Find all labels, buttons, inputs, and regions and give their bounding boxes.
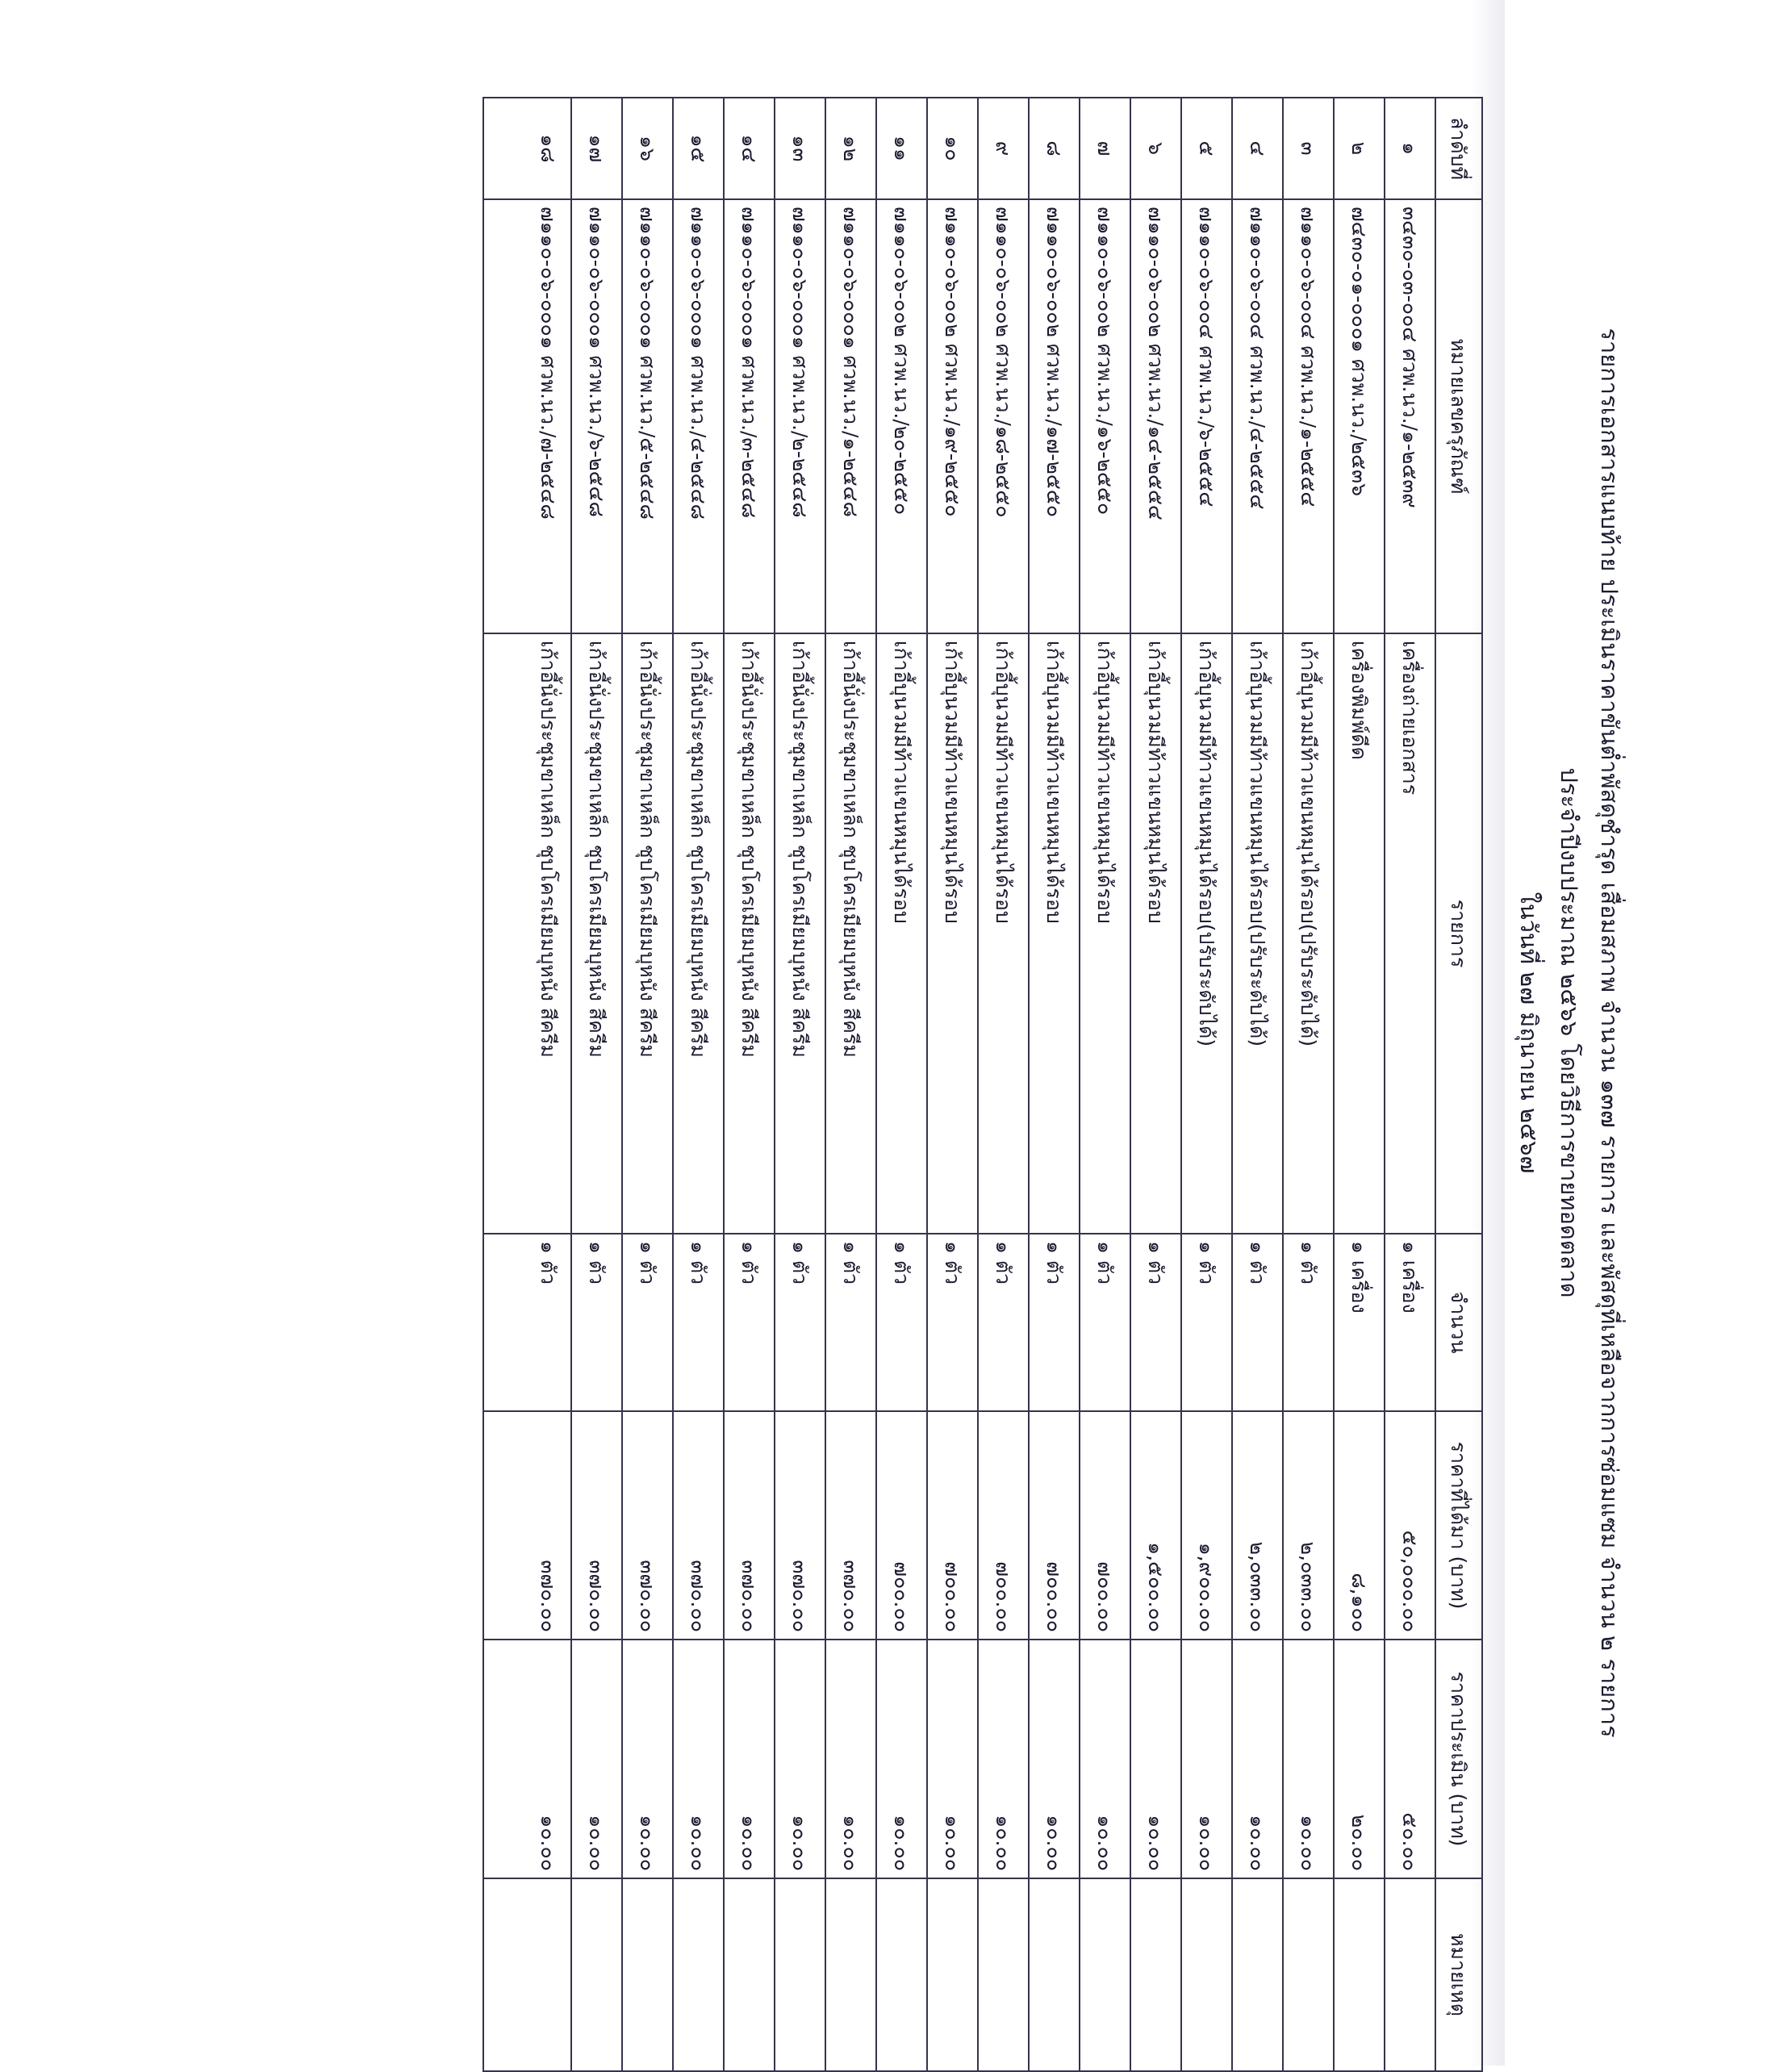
cell-eval: ๑๐.๐๐ xyxy=(622,1640,673,1878)
cell-eval: ๑๐.๐๐ xyxy=(673,1640,724,1878)
cell-price: ๓๗๐.๐๐ xyxy=(571,1411,622,1640)
cell-note xyxy=(1334,1878,1385,2071)
cell-asset-no: ๗๑๑๐-๐๖-๐๐๐๑ ศวพ.นว./๔-๒๕๔๘ xyxy=(673,199,724,633)
table-row xyxy=(622,98,673,2071)
cell-asset-no: ๗๑๑๐-๐๖-๐๐๒ ศวพ.นว./๑๙-๒๕๕๐ xyxy=(927,199,978,633)
cell-eval: ๕๐.๐๐ xyxy=(1385,1640,1435,1878)
cell-asset-no: ๗๑๑๐-๐๖-๐๐๐๑ ศวพ.นว./๒-๒๕๔๘ xyxy=(775,199,825,633)
table-row xyxy=(1283,98,1334,2071)
cell-qty: ๑ ตัว xyxy=(1029,1234,1080,1411)
cell-seq: ๓ xyxy=(1283,98,1334,199)
cell-eval: ๑๐.๐๐ xyxy=(876,1640,927,1878)
cell-qty: ๑ เครื่อง xyxy=(1385,1234,1435,1411)
cell-note xyxy=(876,1878,927,2071)
cell-qty: ๑ ตัว xyxy=(571,1234,622,1411)
col-header-eval: ราคาประเมิน (บาท) xyxy=(1435,1640,1482,1878)
asset-table xyxy=(482,97,1483,2072)
cell-item: เก้าอี้บุนวมมีท้าวแขนหมุนได้รอบ xyxy=(927,633,978,1234)
col-header-asset-no: หมายเลขครุภัณฑ์ xyxy=(1435,199,1482,633)
cell-seq: ๔ xyxy=(1232,98,1283,199)
cell-seq: ๑๖ xyxy=(622,98,673,199)
cell-item: เก้าอี้บุนวมมีท้าวแขนหมุนได้รอบ xyxy=(1029,633,1080,1234)
header-title: รายการเอกสารแนบท้าย ประเมินราคาขันต่ำพัสดุชำรุด เสื่อมสภาพ จำนวน ๑๓๗ รายการ และพัสดุที่เหลือจากการซ่อมแซม จำนวน ๒ รายการ xyxy=(1596,328,1623,1738)
cell-note xyxy=(978,1878,1029,2071)
cell-price: ๑,๕๐๐.๐๐ xyxy=(1130,1411,1181,1640)
cell-qty: ๑ ตัว xyxy=(1181,1234,1232,1411)
cell-qty: ๑ ตัว xyxy=(1080,1234,1130,1411)
cell-note xyxy=(622,1878,673,2071)
cell-eval: ๑๐.๐๐ xyxy=(927,1640,978,1878)
table-row xyxy=(1385,98,1435,2071)
cell-eval: ๑๐.๐๐ xyxy=(483,1640,571,1878)
cell-qty: ๑ ตัว xyxy=(978,1234,1029,1411)
cell-seq: ๑๒ xyxy=(825,98,876,199)
cell-item: เก้าอี้นั่งประชุมขาเหล็ก ชุบโครเมียมบุหนัง สีครีม xyxy=(825,633,876,1234)
cell-qty: ๑ ตัว xyxy=(1232,1234,1283,1411)
cell-asset-no: ๓๔๓๐-๐๓-๐๐๔ ศวพ.นว./๑-๒๕๓๙ xyxy=(1385,199,1435,633)
cell-note xyxy=(571,1878,622,2071)
cell-qty: ๑ ตัว xyxy=(483,1234,571,1411)
cell-seq: ๑๐ xyxy=(927,98,978,199)
table-row xyxy=(1080,98,1130,2071)
cell-eval: ๑๐.๐๐ xyxy=(1029,1640,1080,1878)
table-row xyxy=(825,98,876,2071)
cell-note xyxy=(1385,1878,1435,2071)
col-header-item: รายการ xyxy=(1435,633,1482,1234)
cell-seq: ๘ xyxy=(1029,98,1080,199)
header-date: ในวันที่ ๒๗ มิถุนายน ๒๕๖๗ xyxy=(1515,892,1543,1174)
cell-note xyxy=(927,1878,978,2071)
cell-asset-no: ๗๑๑๐-๐๖-๐๐๒ ศวพ.นว./๑๘-๒๕๕๐ xyxy=(978,199,1029,633)
cell-item: เก้าอี้นั่งประชุมขาเหล็ก ชุบโครเมียมบุหนัง สีครีม xyxy=(483,633,571,1234)
table-header xyxy=(1435,98,1482,2071)
cell-qty: ๑ ตัว xyxy=(775,1234,825,1411)
cell-qty: ๑ ตัว xyxy=(1130,1234,1181,1411)
cell-qty: ๑ ตัว xyxy=(876,1234,927,1411)
cell-item: เก้าอี้นั่งประชุมขาเหล็ก ชุบโครเมียมบุหนัง สีครีม xyxy=(622,633,673,1234)
cell-seq: ๑๘ xyxy=(483,98,571,199)
cell-seq: ๑๗ xyxy=(571,98,622,199)
cell-price: ๗๐๐.๐๐ xyxy=(927,1411,978,1640)
cell-seq: ๖ xyxy=(1130,98,1181,199)
cell-seq: ๑๑ xyxy=(876,98,927,199)
table-row xyxy=(876,98,927,2071)
cell-price: ๓๗๐.๐๐ xyxy=(622,1411,673,1640)
cell-eval: ๑๐.๐๐ xyxy=(978,1640,1029,1878)
cell-price: ๒,๐๓๓.๐๐ xyxy=(1283,1411,1334,1640)
table-row xyxy=(673,98,724,2071)
cell-item: เก้าอี้บุนวมมีท้าวแขนหมุนได้รอบ xyxy=(1080,633,1130,1234)
table-row xyxy=(1029,98,1080,2071)
cell-eval: ๑๐.๐๐ xyxy=(1181,1640,1232,1878)
cell-price: ๓๗๐.๐๐ xyxy=(724,1411,775,1640)
cell-asset-no: ๗๔๓๐-๐๑-๐๐๐๑ ศวพ.นว./๒๕๓๖ xyxy=(1334,199,1385,633)
cell-eval: ๑๐.๐๐ xyxy=(825,1640,876,1878)
cell-seq: ๑ xyxy=(1385,98,1435,199)
cell-eval: ๑๐.๐๐ xyxy=(1283,1640,1334,1878)
cell-asset-no: ๗๑๑๐-๐๖-๐๐๒ ศวพ.นว./๒๐-๒๕๕๐ xyxy=(876,199,927,633)
cell-price: ๕๐,๐๐๐.๐๐ xyxy=(1385,1411,1435,1640)
cell-item: เก้าอี้บุนวมมีท้าวแขนหมุนได้รอบ(ปรับระดับได้) xyxy=(1283,633,1334,1234)
cell-qty: ๑ ตัว xyxy=(1283,1234,1334,1411)
cell-item: เก้าอี้บุนวมมีท้าวแขนหมุนได้รอบ xyxy=(978,633,1029,1234)
cell-asset-no: ๗๑๑๐-๐๖-๐๐๒ ศวพ.นว./๑๗-๒๕๕๐ xyxy=(1029,199,1080,633)
cell-seq: ๒ xyxy=(1334,98,1385,199)
cell-asset-no: ๗๑๑๐-๐๖-๐๐๐๑ ศวพ.นว./๑-๒๕๔๘ xyxy=(825,199,876,633)
cell-note xyxy=(1232,1878,1283,2071)
col-header-note: หมายเหตุ xyxy=(1435,1878,1482,2071)
document-header xyxy=(1493,0,1767,2066)
cell-note xyxy=(775,1878,825,2071)
cell-price: ๓๗๐.๐๐ xyxy=(825,1411,876,1640)
cell-item: เก้าอี้บุนวมมีท้าวแขนหมุนได้รอบ xyxy=(876,633,927,1234)
cell-price: ๗๐๐.๐๐ xyxy=(1080,1411,1130,1640)
cell-seq: ๑๓ xyxy=(775,98,825,199)
cell-item: เก้าอี้บุนวมมีท้าวแขนหมุนได้รอบ xyxy=(1130,633,1181,1234)
cell-eval: ๑๐.๐๐ xyxy=(1080,1640,1130,1878)
cell-note xyxy=(1029,1878,1080,2071)
cell-asset-no: ๗๑๑๐-๐๖-๐๐๐๑ ศวพ.นว./๖-๒๕๔๘ xyxy=(571,199,622,633)
cell-qty: ๑ ตัว xyxy=(622,1234,673,1411)
cell-item: เก้าอี้นั่งประชุมขาเหล็ก ชุบโครเมียมบุหนัง สีครีม xyxy=(571,633,622,1234)
cell-asset-no: ๗๑๑๐-๐๖-๐๐๔ ศวพ.นว./๖-๒๕๕๔ xyxy=(1181,199,1232,633)
cell-eval: ๑๐.๐๐ xyxy=(1130,1640,1181,1878)
rotated-page xyxy=(262,0,1767,2066)
cell-qty: ๑ ตัว xyxy=(825,1234,876,1411)
cell-eval: ๑๐.๐๐ xyxy=(571,1640,622,1878)
cell-note xyxy=(1283,1878,1334,2071)
cell-seq: ๗ xyxy=(1080,98,1130,199)
cell-seq: ๑๔ xyxy=(724,98,775,199)
cell-item: เก้าอี้บุนวมมีท้าวแขนหมุนได้รอบ(ปรับระดับได้) xyxy=(1232,633,1283,1234)
table-row xyxy=(1334,98,1385,2071)
cell-asset-no: ๗๑๑๐-๐๖-๐๐๐๑ ศวพ.นว./๗-๒๕๔๘ xyxy=(483,199,571,633)
cell-item: เครื่องพิมพ์ดีด xyxy=(1334,633,1385,1234)
cell-price: ๗๐๐.๐๐ xyxy=(876,1411,927,1640)
cell-seq: ๙ xyxy=(978,98,1029,199)
cell-asset-no: ๗๑๑๐-๐๖-๐๐๒ ศวพ.นว./๑๔-๒๕๕๔ xyxy=(1130,199,1181,633)
table-row xyxy=(571,98,622,2071)
cell-note xyxy=(1080,1878,1130,2071)
table-row xyxy=(978,98,1029,2071)
cell-qty: ๑ เครื่อง xyxy=(1334,1234,1385,1411)
cell-eval: ๑๐.๐๐ xyxy=(1232,1640,1283,1878)
cell-price: ๗๐๐.๐๐ xyxy=(1029,1411,1080,1640)
header-fiscal-year: ประจำปีงบประมาณ ๒๕๖๖ โดยวิธีการขายทอดตลาด xyxy=(1556,767,1583,1298)
table-row xyxy=(724,98,775,2071)
cell-note xyxy=(724,1878,775,2071)
cell-seq: ๕ xyxy=(1181,98,1232,199)
cell-price: ๑,๙๐๐.๐๐ xyxy=(1181,1411,1232,1640)
table-body xyxy=(483,98,1435,2071)
cell-qty: ๑ ตัว xyxy=(724,1234,775,1411)
cell-item: เก้าอี้นั่งประชุมขาเหล็ก ชุบโครเมียมบุหนัง สีครีม xyxy=(673,633,724,1234)
cell-price: ๓๗๐.๐๐ xyxy=(483,1411,571,1640)
col-header-price: ราคาที่ได้มา (บาท) xyxy=(1435,1411,1482,1640)
cell-note xyxy=(673,1878,724,2071)
cell-item: เก้าอี้บุนวมมีท้าวแขนหมุนได้รอบ(ปรับระดับได้) xyxy=(1181,633,1232,1234)
cell-note xyxy=(1181,1878,1232,2071)
table-row xyxy=(483,98,571,2071)
cell-price: ๓๗๐.๐๐ xyxy=(775,1411,825,1640)
table-row xyxy=(927,98,978,2071)
cell-asset-no: ๗๑๑๐-๐๖-๐๐๔ ศวพ.นว./๔-๒๕๕๔ xyxy=(1232,199,1283,633)
cell-qty: ๑ ตัว xyxy=(927,1234,978,1411)
table-row xyxy=(1232,98,1283,2071)
cell-qty: ๑ ตัว xyxy=(673,1234,724,1411)
cell-eval: ๑๐.๐๐ xyxy=(724,1640,775,1878)
cell-item: เก้าอี้นั่งประชุมขาเหล็ก ชุบโครเมียมบุหนัง สีครีม xyxy=(775,633,825,1234)
table-row xyxy=(775,98,825,2071)
cell-seq: ๑๕ xyxy=(673,98,724,199)
cell-asset-no: ๗๑๑๐-๐๖-๐๐๔ ศวพ.นว./๑-๒๕๕๔ xyxy=(1283,199,1334,633)
header-row xyxy=(1435,98,1482,2071)
cell-eval: ๑๐.๐๐ xyxy=(775,1640,825,1878)
cell-item: เก้าอี้นั่งประชุมขาเหล็ก ชุบโครเมียมบุหนัง สีครีม xyxy=(724,633,775,1234)
cell-asset-no: ๗๑๑๐-๐๖-๐๐๐๑ ศวพ.นว./๓-๒๕๔๘ xyxy=(724,199,775,633)
table-row xyxy=(1181,98,1232,2071)
col-header-seq: ลำดับที่ xyxy=(1435,98,1482,199)
cell-asset-no: ๗๑๑๐-๐๖-๐๐๒ ศวพ.นว./๑๖-๒๕๕๐ xyxy=(1080,199,1130,633)
cell-price: ๘,๑๐๐ xyxy=(1334,1411,1385,1640)
cell-asset-no: ๗๑๑๐-๐๖-๐๐๐๑ ศวพ.นว./๕-๒๕๔๘ xyxy=(622,199,673,633)
cell-note xyxy=(825,1878,876,2071)
cell-price: ๒,๐๓๓.๐๐ xyxy=(1232,1411,1283,1640)
cell-price: ๓๗๐.๐๐ xyxy=(673,1411,724,1640)
table-row xyxy=(1130,98,1181,2071)
cell-item: เครื่องถ่ายเอกสาร xyxy=(1385,633,1435,1234)
col-header-qty: จำนวน xyxy=(1435,1234,1482,1411)
cell-price: ๗๐๐.๐๐ xyxy=(978,1411,1029,1640)
cell-note xyxy=(1130,1878,1181,2071)
cell-note xyxy=(483,1878,571,2071)
cell-eval: ๒๐.๐๐ xyxy=(1334,1640,1385,1878)
